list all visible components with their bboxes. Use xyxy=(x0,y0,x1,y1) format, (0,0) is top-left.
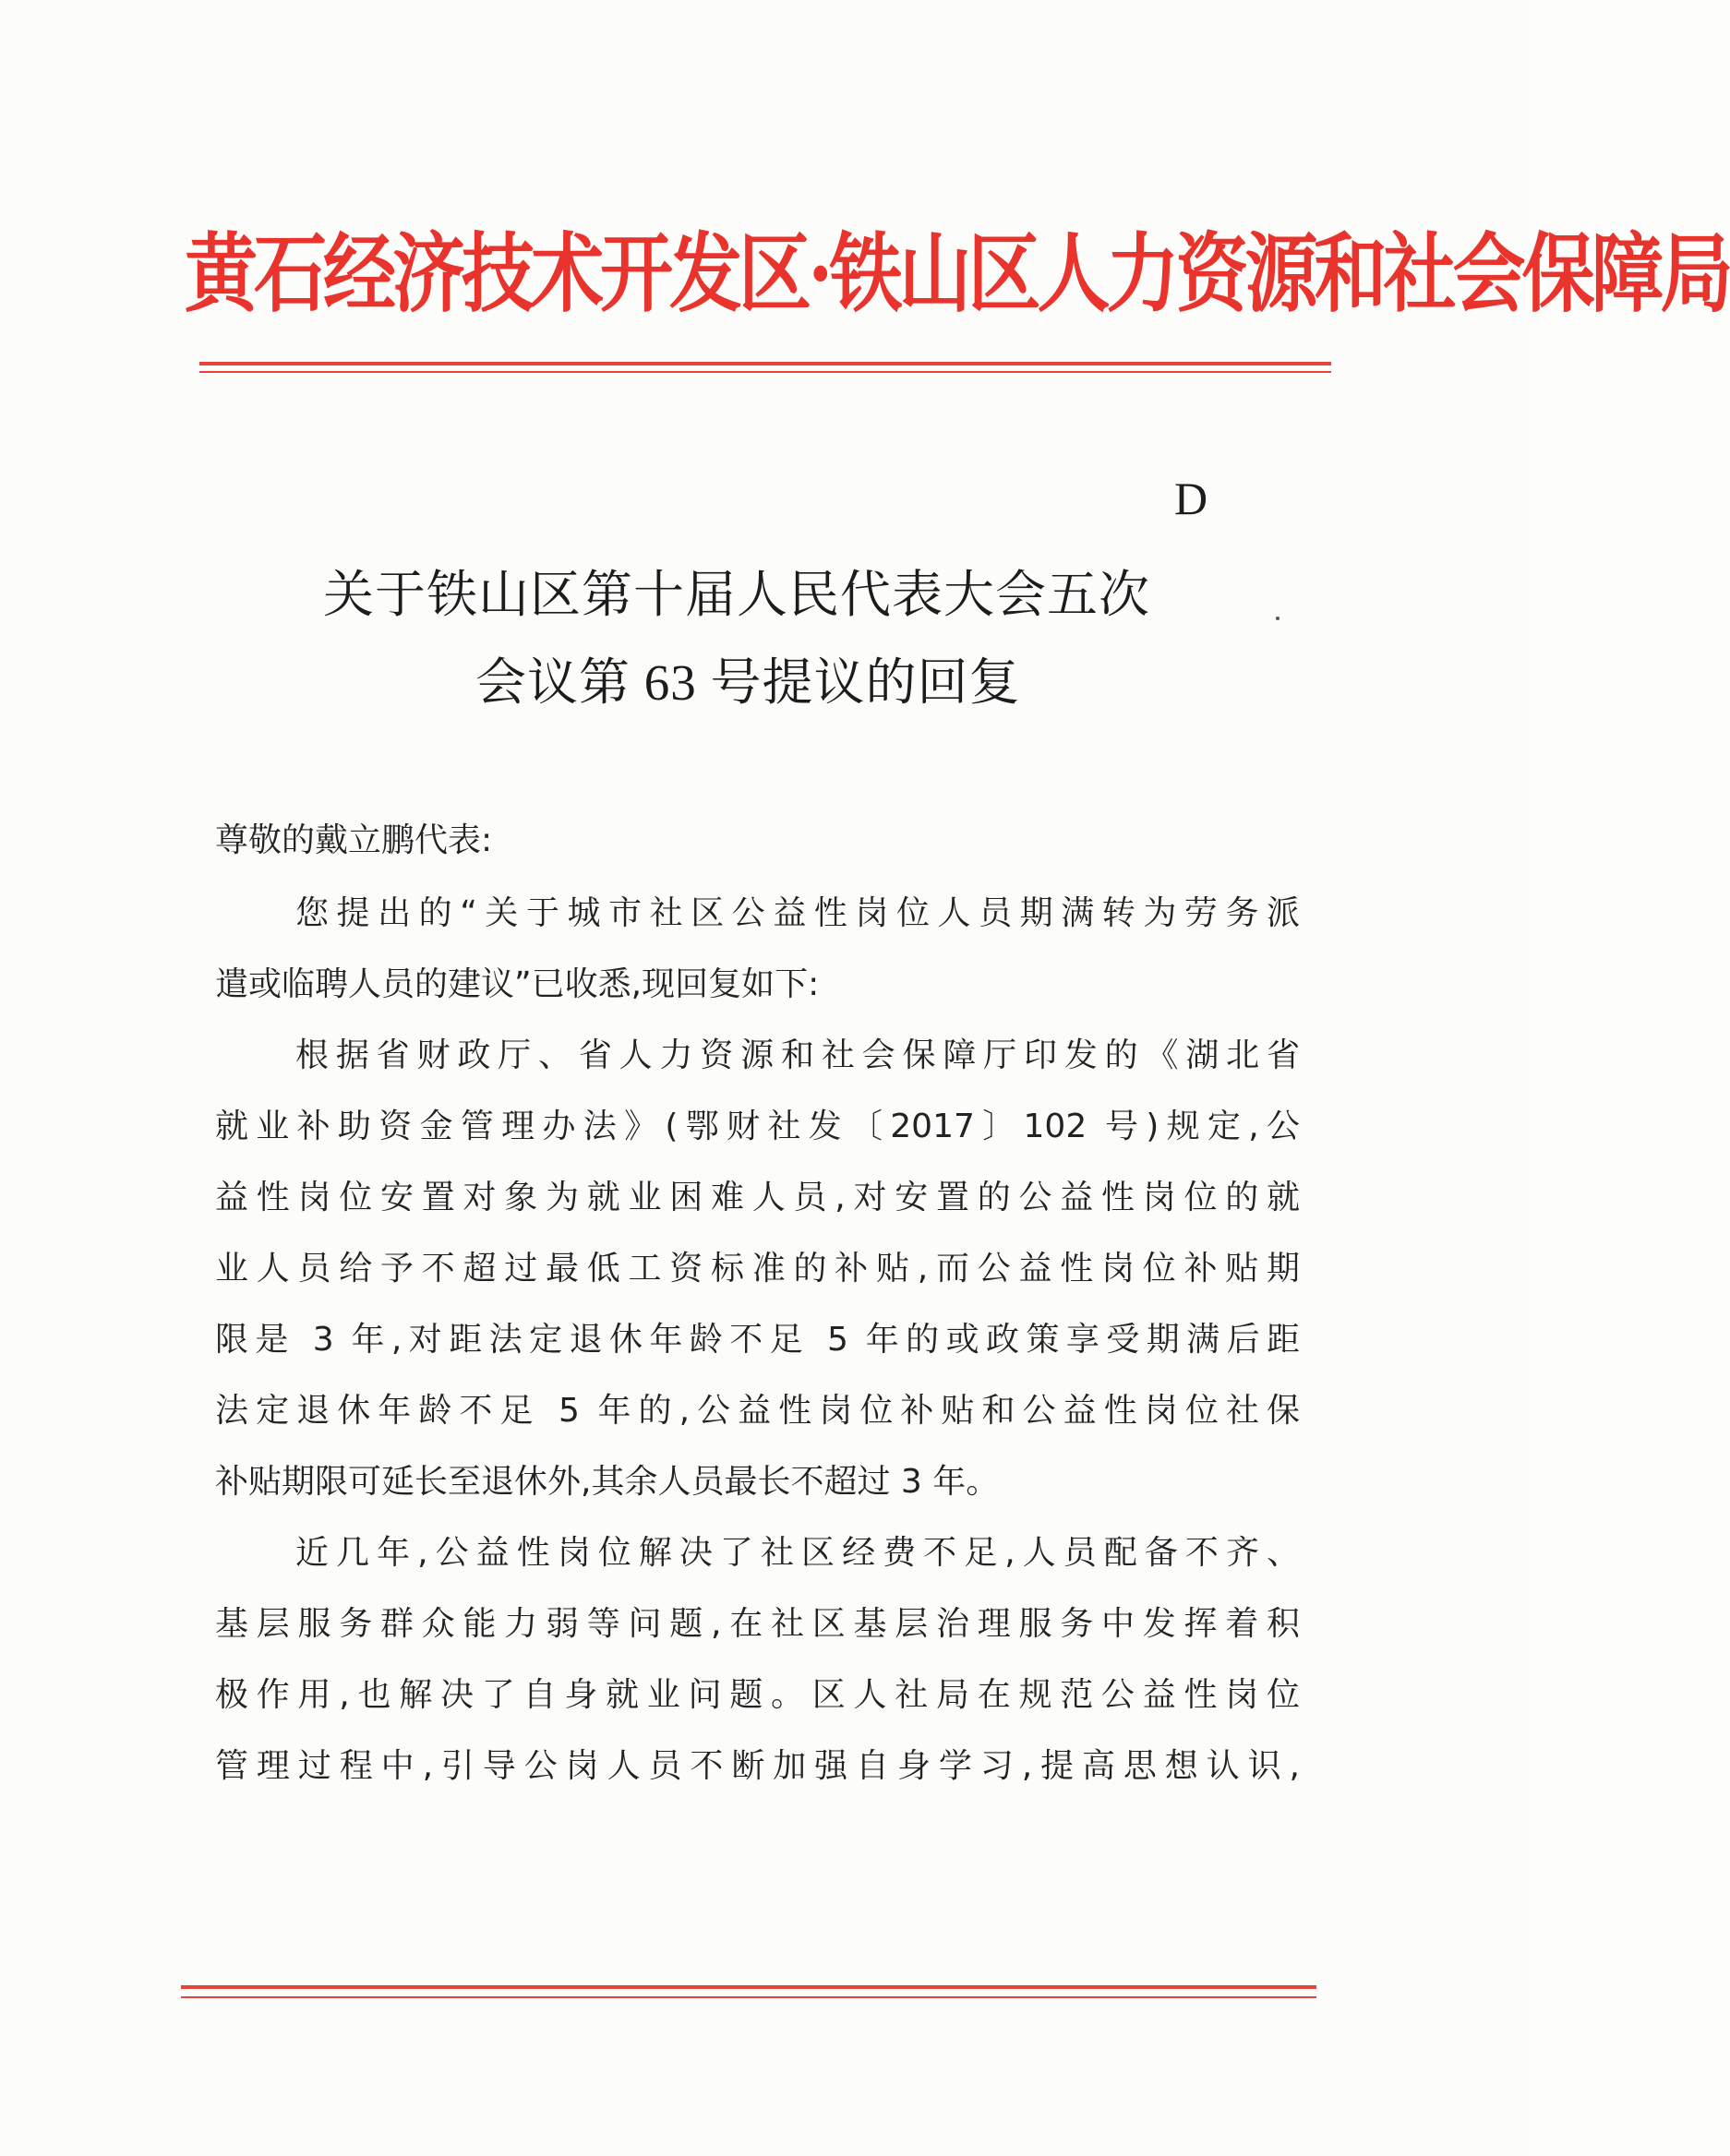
body-line: 近几年,公益性岗位解决了社区经费不足,人员配备不齐、 xyxy=(295,1534,1300,1572)
body-line: 就业补助资金管理办法》(鄂财社发〔2017〕102 号)规定,公 xyxy=(215,1108,1300,1145)
footer-rule-bottom xyxy=(181,1996,1316,1998)
body-line: 您提出的“关于城市社区公益性岗位人员期满转为劳务派 xyxy=(295,894,1300,932)
footer-rule-top xyxy=(181,1985,1316,1989)
masthead-rule-bottom xyxy=(199,371,1331,373)
body-line: 限是 3 年,对距法定退休年龄不足 5 年的或政策享受期满后距 xyxy=(215,1321,1300,1359)
body-line: 管理过程中,引导公岗人员不断加强自身学习,提高思想认识, xyxy=(215,1747,1300,1785)
salutation: 尊敬的戴立鹏代表: xyxy=(215,821,493,859)
open-mark: D xyxy=(1174,473,1208,524)
body-line: 极作用,也解决了自身就业问题。区人社局在规范公益性岗位 xyxy=(215,1676,1300,1714)
body-line: 根据省财政厅、省人力资源和社会保障厅印发的《湖北省 xyxy=(295,1036,1300,1074)
document-title-line-2: 会议第 63 号提议的回复 xyxy=(475,654,1021,711)
body-line: 补贴期限可延长至退休外,其余人员最长不超过 3 年。 xyxy=(215,1463,1000,1501)
document-title-line-1: 关于铁山区第十届人民代表大会五次 xyxy=(323,567,1151,623)
masthead-rule-top xyxy=(199,362,1331,365)
body-line: 法定退休年龄不足 5 年的,公益性岗位补贴和公益性岗位社保 xyxy=(215,1392,1300,1430)
scan-speck xyxy=(1276,617,1279,620)
body-line: 业人员给予不超过最低工资标准的补贴,而公益性岗位补贴期 xyxy=(215,1250,1300,1288)
masthead-title: 黄石经济技术开发区·铁山区人力资源和社会保障局 xyxy=(185,222,1730,325)
body-line: 遣或临聘人员的建议”已收悉,现回复如下: xyxy=(215,965,820,1003)
body-line: 基层服务群众能力弱等问题,在社区基层治理服务中发挥着积 xyxy=(215,1605,1300,1643)
body-line: 益性岗位安置对象为就业困难人员,对安置的公益性岗位的就 xyxy=(215,1179,1300,1216)
